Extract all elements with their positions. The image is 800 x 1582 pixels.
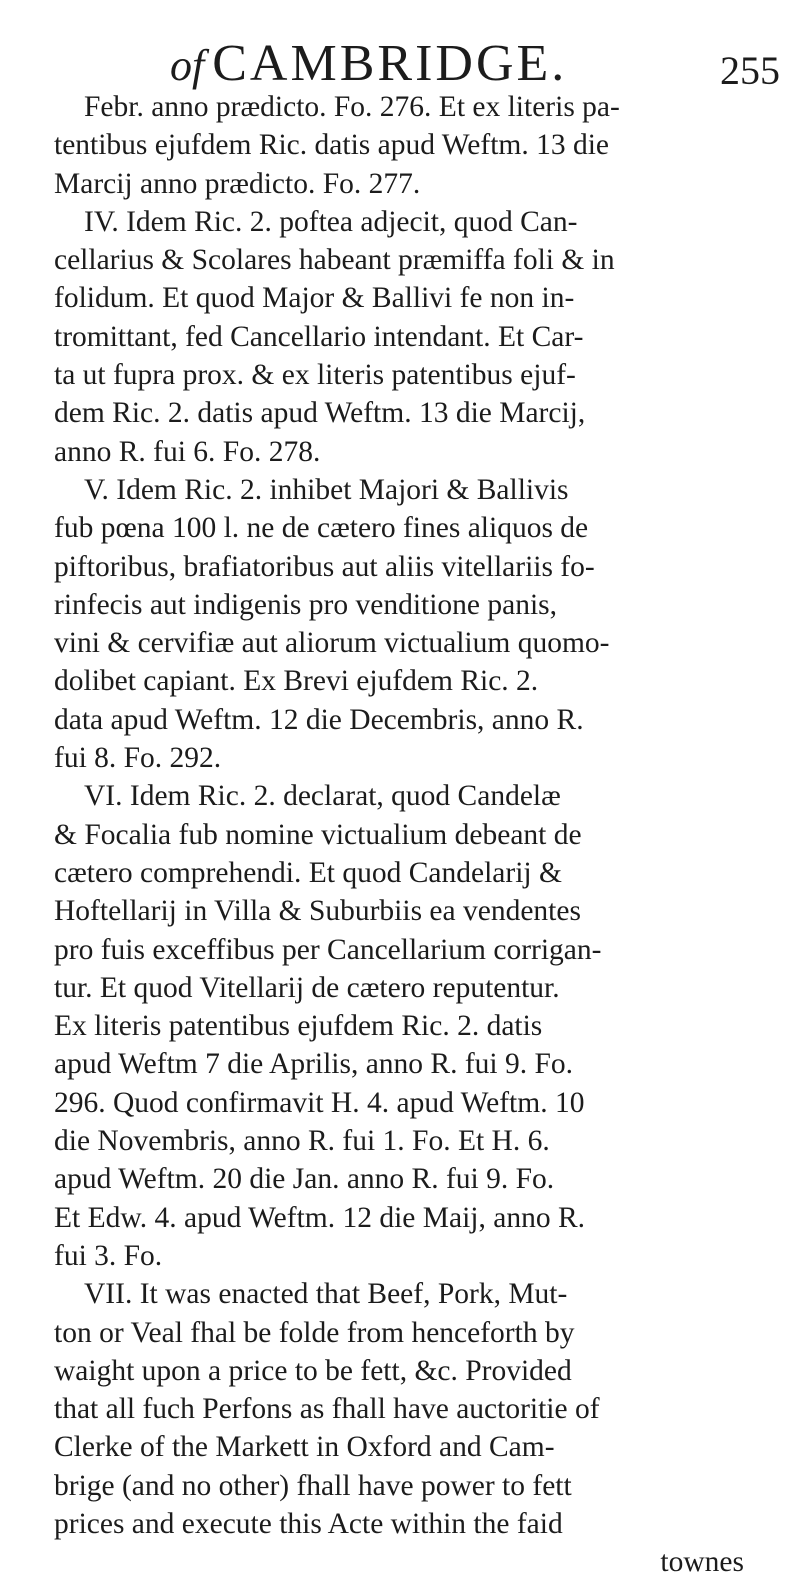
page-number: 255 xyxy=(720,48,780,93)
text-line: vini & cervifiæ aut aliorum victualium quomo- xyxy=(54,627,610,660)
text-line: pro fuis exceffibus per Cancellarium corrigan- xyxy=(54,933,602,966)
text-line: apud Weftm. 20 die Jan. anno R. fui 9. Fo. xyxy=(54,1163,555,1196)
text-line: folidum. Et quod Major & Ballivi fe non in- xyxy=(54,282,575,315)
text-line: tromittant, fed Cancellario intendant. Et Car- xyxy=(54,320,584,353)
text-line: prices and execute this Acte within the faid xyxy=(54,1507,563,1540)
running-head-title xyxy=(170,34,567,96)
text-line: anno R. fui 6. Fo. 278. xyxy=(54,435,321,468)
text-line: brige (and no other) fhall have power to fett xyxy=(54,1469,572,1502)
text-line: fub pœna 100 l. ne de cætero fines aliquos de xyxy=(54,512,589,545)
running-head-of: of xyxy=(170,41,205,90)
text-line: VI. Idem Ric. 2. declarat, quod Candelæ xyxy=(84,780,561,813)
text-line: & Focalia fub nomine victualium debeant de xyxy=(54,818,582,851)
text-line: Febr. anno prædicto. Fo. 276. Et ex literis pa- xyxy=(84,91,620,123)
text-line: V. Idem Ric. 2. inhibet Majori & Ballivis xyxy=(84,473,569,506)
text-line: data apud Weftm. 12 die Decembris, anno R. xyxy=(54,703,584,736)
text-line: cætero comprehendi. Et quod Candelarij & xyxy=(54,856,562,889)
text-line: dolibet capiant. Ex Brevi ejufdem Ric. 2. xyxy=(54,665,539,698)
text-line: apud Weftm 7 die Aprilis, anno R. fui 9. Fo. xyxy=(54,1048,574,1081)
text-line: rinfecis aut indigenis pro venditione panis, xyxy=(54,588,558,621)
text-line: fui 3. Fo. xyxy=(54,1239,163,1272)
text-line: ton or Veal fhal be folde from henceforth by xyxy=(54,1316,575,1349)
text-line: ta ut fupra prox. & ex literis patentibus ejuf- xyxy=(54,359,576,392)
text-line: piftoribus, brafiatoribus aut aliis vitellariis fo- xyxy=(54,550,595,583)
text-line: Hoftellarij in Villa & Suburbiis ea vendentes xyxy=(54,895,581,928)
text-line: dem Ric. 2. datis apud Weftm. 13 die Marcij, xyxy=(54,397,586,430)
text-line: Marcij anno prædicto. Fo. 277. xyxy=(54,167,421,200)
text-line: that all fuch Perfons as fhall have auctoritie of xyxy=(54,1393,600,1426)
text-line: waight upon a price to be fett, &c. Provided xyxy=(54,1354,572,1387)
text-line: Ex literis patentibus ejufdem Ric. 2. datis xyxy=(54,1010,543,1043)
running-head-cambridge: CAMBRIDGE. xyxy=(212,35,568,92)
text-line: die Novembris, anno R. fui 1. Fo. Et H. 6. xyxy=(54,1125,550,1158)
running-head xyxy=(0,18,800,93)
text-line: tur. Et quod Vitellarij de cætero reputentur. xyxy=(54,971,560,1004)
text-line: tentibus ejufdem Ric. datis apud Weftm. 13 die xyxy=(54,129,610,162)
text-line: Clerke of the Markett in Oxford and Cam- xyxy=(54,1431,555,1464)
body-text xyxy=(54,88,754,1582)
text-line: cellarius & Scolares habeant præmiffa foli & in xyxy=(54,244,615,277)
text-line: fui 8. Fo. 292. xyxy=(54,742,222,775)
text-line: VII. It was enacted that Beef, Pork, Mut- xyxy=(84,1278,568,1311)
text-line: 296. Quod confirmavit H. 4. apud Weftm. 10 xyxy=(54,1086,585,1119)
text-line: IV. Idem Ric. 2. poftea adjecit, quod Can- xyxy=(84,205,578,238)
catchword: townes xyxy=(660,1546,744,1579)
text-line: Et Edw. 4. apud Weftm. 12 die Maij, anno R. xyxy=(54,1201,585,1234)
